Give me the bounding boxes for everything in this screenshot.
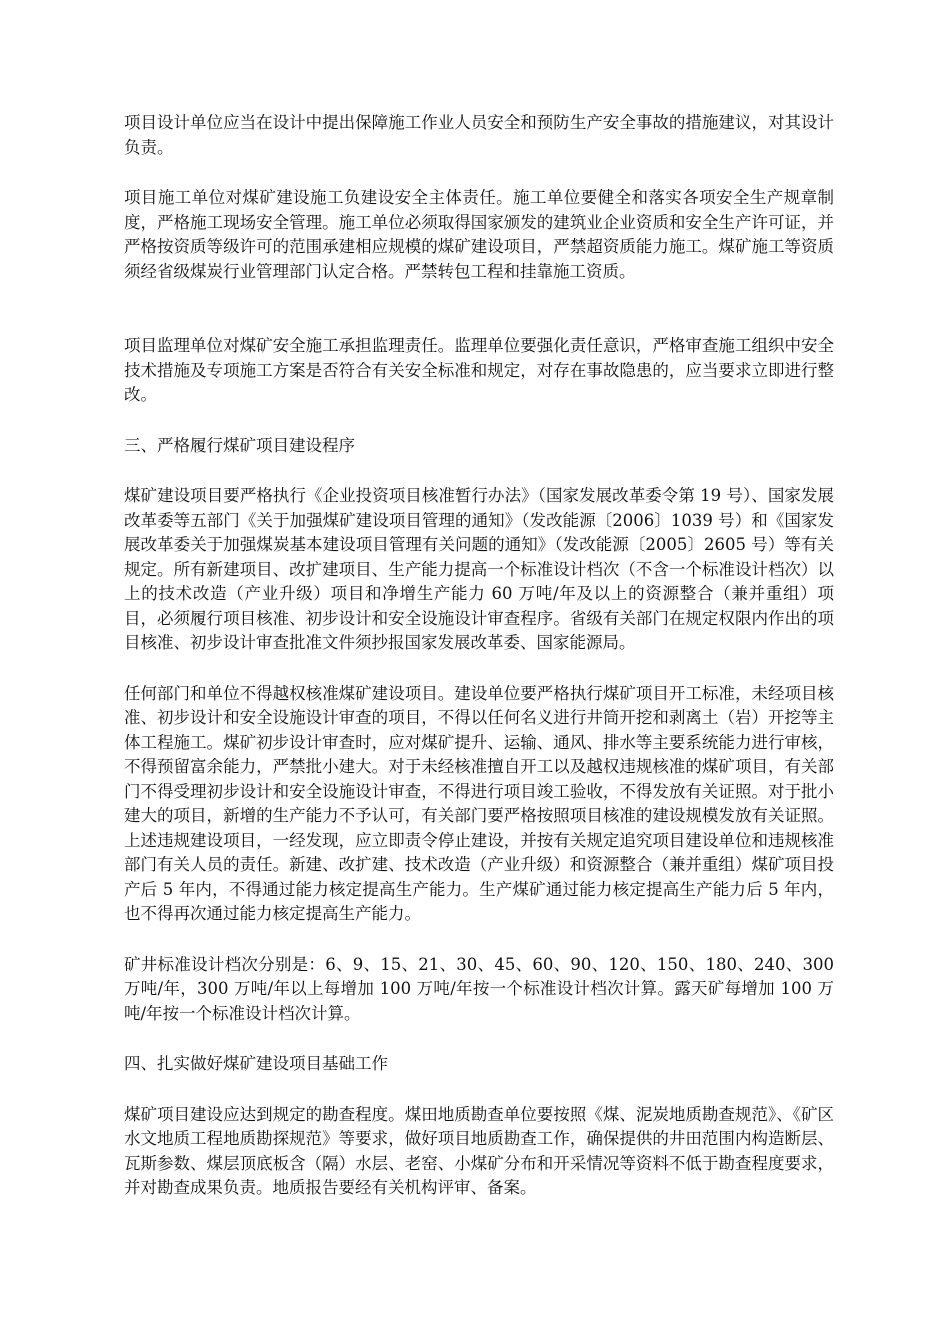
paragraph-approval-procedures: 煤矿建设项目要严格执行《企业投资项目核准暂行办法》（国家发展改革委令第 19 号）、国家发展改革委等五部门《关于加强煤矿建设项目管理的通知》（发改能源〔2006〕1039 号）和《国家发展改革委关于加强煤炭基本建设项目管理有关问题的通知》（发改能源〔2005〕2605 号）等有关规定。所有新建项目、改扩建项目、生产能力提高一个标准设计档次（不含一个标准设计档次）以上的技术改造（产业升级）项目和净增生产能力 60 万吨/年及以上的资源整合（兼并重组）项目，必须履行项目核准、初步设计和安全设施设计审查程序。省级有关部门在规定权限内作出的项目核准、初步设计审查批准文件须抄报国家发展改革委、国家能源局。	[124, 486, 834, 652]
section-heading-4: 四、扎实做好煤矿建设项目基础工作	[124, 1054, 388, 1073]
paragraph-supervision-unit: 项目监理单位对煤矿安全施工承担监理责任。监理单位要强化责任意识，严格审查施工组织中安全技术措施及专项施工方案是否符合有关安全标准和规定，对存在事故隐患的，应当要求立即进行整改。	[124, 336, 834, 404]
document-body	[124, 111, 834, 1201]
paragraph-no-unauthorized-approval: 任何部门和单位不得越权核准煤矿建设项目。建设单位要严格执行煤矿项目开工标准，未经项目核准、初步设计和安全设施设计审查的项目，不得以任何名义进行井筒开挖和剥离土（岩）开挖等主体工程施工。煤矿初步设计审查时，应对煤矿提升、运输、通风、排水等主要系统能力进行审核，不得预留富余能力，严禁批小建大。对于未经核准擅自开工以及越权违规核准的煤矿项目，有关部门不得受理初步设计和安全设施设计审查，不得进行项目竣工验收，不得发放有关证照。对于批小建大的项目，新增的生产能力不予认可，有关部门要严格按照项目核准的建设规模发放有关证照。上述违规建设项目，一经发现，应立即责令停止建设，并按有关规定追究项目建设单位和违规核准部门有关人员的责任。新建、改扩建、技术改造（产业升级）和资源整合（兼并重组）煤矿项目投产后 5 年内，不得通过能力核定提高生产能力。生产煤矿通过能力核定提高生产能力后 5 年内，也不得再次通过能力核定提高生产能力。	[124, 683, 834, 923]
section-heading-3: 三、严格履行煤矿项目建设程序	[124, 435, 355, 455]
paragraph-geological-exploration: 煤矿项目建设应达到规定的勘查程度。煤田地质勘查单位要按照《煤、泥炭地质勘查规范》、《矿区水文地质工程地质勘探规范》等要求，做好项目地质勘查工作，确保提供的井田范围内构造断层、瓦斯参数、煤层顶底板含（隔）水层、老窑、小煤矿分布和开采情况等资料不低于勘查程度要求，并对勘查成果负责。地质报告要经有关机构评审、备案。	[124, 1104, 834, 1197]
paragraph-construction-unit: 项目施工单位对煤矿建设施工负建设安全主体责任。施工单位要健全和落实各项安全生产规章制度，严格施工现场安全管理。施工单位必须取得国家颁发的建筑业企业资质和安全生产许可证，并严格按资质等级许可的范围承建相应规模的煤矿建设项目，严禁超资质能力施工。煤矿施工等资质须经省级煤炭行业管理部门认定合格。严禁转包工程和挂靠施工资质。	[124, 188, 834, 281]
paragraph-design-capacity-levels: 矿井标准设计档次分别是：6、9、15、21、30、45、60、90、120、150、180、240、300 万吨/年，300 万吨/年以上每增加 100 万吨/年按一个标准设计档次计算。露天矿每增加 100 万吨/年按一个标准设计档次计算。	[124, 954, 834, 1023]
paragraph-design-unit: 项目设计单位应当在设计中提出保障施工作业人员安全和预防生产安全事故的措施建议，对其设计负责。	[124, 113, 834, 157]
